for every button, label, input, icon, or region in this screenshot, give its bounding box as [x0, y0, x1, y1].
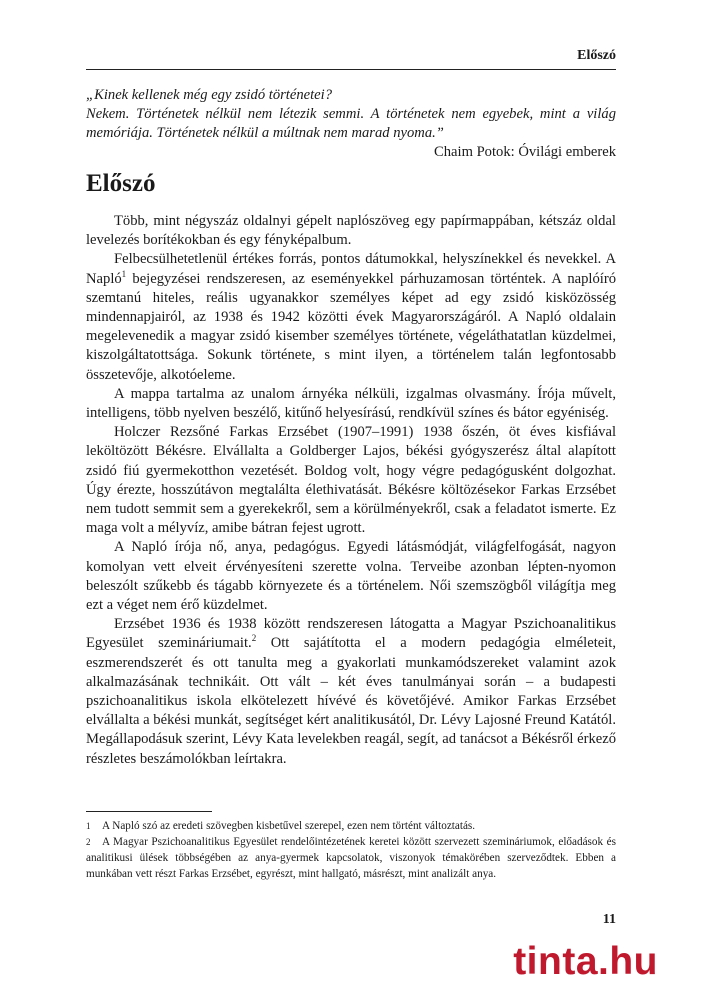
running-header: Előszó — [577, 48, 616, 63]
footnote-1 — [86, 818, 616, 834]
paragraph-text: Felbecsülhetetlenül értékes forrás, pontos dátumokkal, helyszínekkel és nevekkel. A Napló — [86, 251, 616, 287]
header-rule — [86, 69, 616, 70]
paragraph — [86, 250, 616, 384]
paragraph — [86, 538, 616, 615]
paragraph-text: Holczer Rezsőné Farkas Erzsébet (1907–1991) 1938 őszén, öt éves kisfiával leköltözött Békésre. Elvállalta a Goldberger Lajos, békési gyógyszerész által alapított zsidó fiú gyermekotthon vezetését. Boldog volt, hogy végre pedagógusként dolgozhat. Úgy érezte, hosszútávon megtalálta élethivatását. Békésre költözésekor Farkas Erzsébet nem tudott semmit sem a gyerekekről, sem a körülményekről, csak a feladatot ismerte. Ez maga volt a mélyvíz, amibe bátran fejest ugrott. — [86, 424, 616, 537]
footnote-ref-2[interactable]: 2 — [251, 633, 257, 644]
footnotes — [86, 818, 616, 882]
epigraph-attribution: Chaim Potok: Óvilági emberek — [434, 144, 616, 160]
footnote-2 — [86, 834, 616, 882]
body-text — [86, 212, 616, 769]
paragraph-text: bejegyzései rendszeresen, az eseményekkel párhuzamosan történtek. A naplóíró szemtanú hiteles, reális ugyanakkor személyes képet ad egy zsidó kisközösség mindennapjairól, az 1938 és 1942 közötti évek Magyarországáról. A Napló oldalain megelevenedik a magyar zsidó kisember személyes története, végeláthatatlan küzdelmei, kiszolgáltatottsága. Sokunk története, s mint ilyen, a történelem talán legfontosabb összetevője, alkotóeleme. — [86, 270, 616, 383]
paragraph — [86, 423, 616, 538]
paragraph-text: A Napló írója nő, anya, pedagógus. Egyedi látásmódját, világfelfogását, nagyon komolyan vett elveit érvényesíteni szerette volna. Terveibe azonban lépten-nyomon beleszólt szűkebb és tágabb környezete és a történelem. Női szemszögből világítja meg ezt a véget nem érő küzdelmet. — [86, 539, 616, 614]
paragraph — [86, 615, 616, 769]
footnote-rule — [86, 811, 212, 812]
paragraph-text: Több, mint négyszáz oldalnyi gépelt naplószöveg egy papírmappában, kétszáz oldal levelezés borítékokban és egy fényképalbum. — [86, 213, 616, 249]
paragraph-text: Ott sajátította el a modern pedagógia elméleteit, eszmerendszerét és ott tanulta meg a gyakorlati munkamódszereket valamint azok alkalmazásának technikáit. Ott vált – két éves tanulmányai során – a budapesti pszichoanalitikus iskola elkötelezett hívévé és követőjévé. Amikor Farkas Erzsébet elvállalta a békési munkát, segítséget kért analitikusától, Dr. Lévy Lajosné Freund Katától. Megállapodásuk szerint, Lévy Kata levelekben reagál, segít, ad tanácsot a Békésről érkező részletes beszámolókban leírtakra. — [86, 635, 616, 767]
footnote-text: A Magyar Pszichoanalitikus Egyesület rendelőintézetének keretei között szervezett szemináriumok, előadások és analitikusi ülések többségében az anya-gyermek kapcsolatok, viszonyok témakörében szerveződtek. Ebben a munkában vett részt Farkas Erzsébet, egyrészt, mint hallgató, másrészt, mint analizált anya. — [86, 836, 616, 880]
page-number: 11 — [602, 912, 616, 927]
chapter-title: Előszó — [86, 170, 156, 197]
paragraph — [86, 385, 616, 423]
epigraph-line-2: Nekem. Történetek nélkül nem létezik semmi. A történetek nem egyebek, mint a világ memóriája. Történetek nélkül a múltnak nem marad nyoma.” — [86, 106, 616, 141]
paragraph — [86, 212, 616, 250]
epigraph-line-1: „Kinek kellenek még egy zsidó történetei? — [86, 87, 332, 103]
footnote-number: 2 — [86, 837, 91, 847]
footnote-ref-1[interactable]: 1 — [121, 268, 127, 279]
footnote-text: A Napló szó az eredeti szövegben kisbetűvel szerepel, ezen nem történt változtatás. — [102, 820, 476, 832]
footnote-number: 1 — [86, 821, 91, 831]
epigraph — [86, 86, 616, 162]
paragraph-text: Erzsébet 1936 és 1938 között rendszeresen látogatta a Magyar Pszichoanalitikus Egyesület szemináriumait. — [86, 616, 616, 652]
watermark-logo: tinta.hu — [513, 940, 658, 983]
paragraph-text: A mappa tartalma az unalom árnyéka nélküli, izgalmas olvasmány. Írója művelt, intelligens, több nyelven beszélő, kitűnő helyesírású, rendkívül színes és bátor egyéniség. — [86, 385, 616, 422]
